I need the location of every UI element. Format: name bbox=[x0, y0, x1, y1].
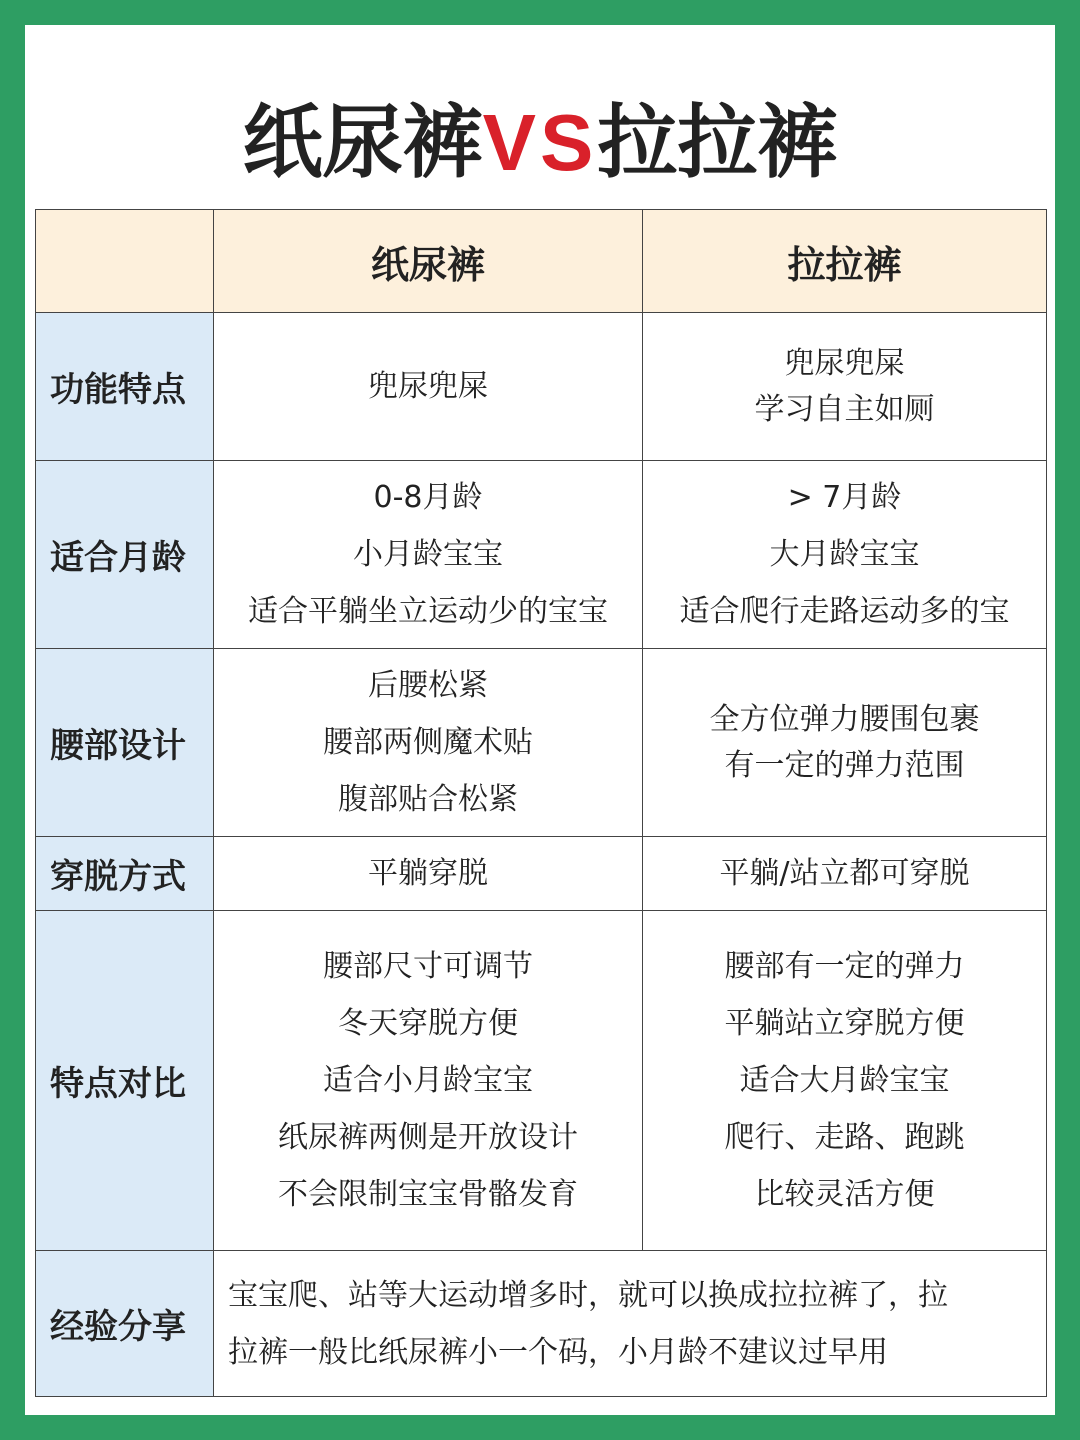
table-row bbox=[36, 911, 1047, 1251]
pullup-cell bbox=[643, 837, 1047, 911]
cell-line: 平躺穿脱 bbox=[368, 856, 488, 891]
corner-cell bbox=[36, 210, 214, 313]
cell-line: 纸尿裤两侧是开放设计 bbox=[278, 1120, 578, 1155]
cell-line: 腰部尺寸可调节 bbox=[323, 949, 533, 984]
cell-line: 腹部贴合松紧 bbox=[338, 782, 518, 817]
row-label: 经验分享 bbox=[36, 1251, 214, 1397]
cell-line: 0-8月龄 bbox=[373, 480, 483, 515]
row-label: 适合月龄 bbox=[36, 461, 214, 649]
diaper-cell bbox=[214, 911, 643, 1251]
cell-line: 有一定的弹力范围 bbox=[724, 747, 965, 783]
share-row bbox=[36, 1251, 1047, 1397]
table-row bbox=[36, 461, 1047, 649]
title-pullup: 拉拉裤 bbox=[597, 96, 838, 189]
cell-line: 学习自主如厕 bbox=[754, 391, 935, 427]
cell-line: 冬天穿脱方便 bbox=[338, 1006, 518, 1041]
cell-line: 腰部有一定的弹力 bbox=[724, 949, 965, 984]
cell-line: 适合爬行走路运动多的宝 bbox=[679, 594, 1010, 629]
cell-line: 腰部两侧魔术贴 bbox=[323, 725, 533, 760]
cell-line: 平躺/站立都可穿脱 bbox=[719, 856, 970, 891]
cell-line: 后腰松紧 bbox=[368, 668, 488, 703]
table-row bbox=[36, 837, 1047, 911]
pullup-cell bbox=[643, 911, 1047, 1251]
cell-line: 爬行、走路、跑跳 bbox=[724, 1120, 965, 1155]
cell-line: 适合小月龄宝宝 bbox=[323, 1063, 533, 1098]
share-line: 拉裤一般比纸尿裤小一个码，小月龄不建议过早用 bbox=[228, 1334, 888, 1370]
cell-line: 小月龄宝宝 bbox=[353, 537, 503, 572]
cell-line: 全方位弹力腰围包裹 bbox=[709, 701, 980, 737]
table-row bbox=[36, 313, 1047, 461]
cell-line: > 7月龄 bbox=[787, 480, 902, 515]
header-diaper: 纸尿裤 bbox=[214, 210, 643, 313]
pullup-cell bbox=[643, 461, 1047, 649]
cell-line: 平躺站立穿脱方便 bbox=[724, 1006, 965, 1041]
row-label: 穿脱方式 bbox=[36, 837, 214, 911]
header-pullup: 拉拉裤 bbox=[643, 210, 1047, 313]
cell-line: 兜尿兜屎 bbox=[368, 369, 488, 404]
row-label: 腰部设计 bbox=[36, 649, 214, 837]
cell-line: 兜尿兜屎 bbox=[784, 345, 905, 381]
cell-line: 比较灵活方便 bbox=[754, 1177, 935, 1212]
pullup-cell bbox=[643, 313, 1047, 461]
share-cell bbox=[214, 1251, 1047, 1397]
diaper-cell bbox=[214, 461, 643, 649]
title-vs: VS bbox=[482, 98, 598, 187]
table-row bbox=[36, 649, 1047, 837]
diaper-cell bbox=[214, 649, 643, 837]
cell-line: 不会限制宝宝骨骼发育 bbox=[278, 1177, 578, 1212]
cell-line: 适合大月龄宝宝 bbox=[739, 1063, 950, 1098]
comparison-table bbox=[35, 209, 1047, 1397]
content-card bbox=[25, 25, 1055, 1415]
page-title bbox=[25, 95, 1055, 191]
cell-line: 适合平躺坐立运动少的宝宝 bbox=[248, 594, 608, 629]
cell-line: 大月龄宝宝 bbox=[769, 537, 920, 572]
diaper-cell bbox=[214, 313, 643, 461]
header-row bbox=[36, 210, 1047, 313]
title-diaper: 纸尿裤 bbox=[242, 96, 483, 189]
pullup-cell bbox=[643, 649, 1047, 837]
share-line: 宝宝爬、站等大运动增多时，就可以换成拉拉裤了，拉 bbox=[228, 1277, 948, 1313]
row-label: 功能特点 bbox=[36, 313, 214, 461]
diaper-cell bbox=[214, 837, 643, 911]
row-label: 特点对比 bbox=[36, 911, 214, 1251]
